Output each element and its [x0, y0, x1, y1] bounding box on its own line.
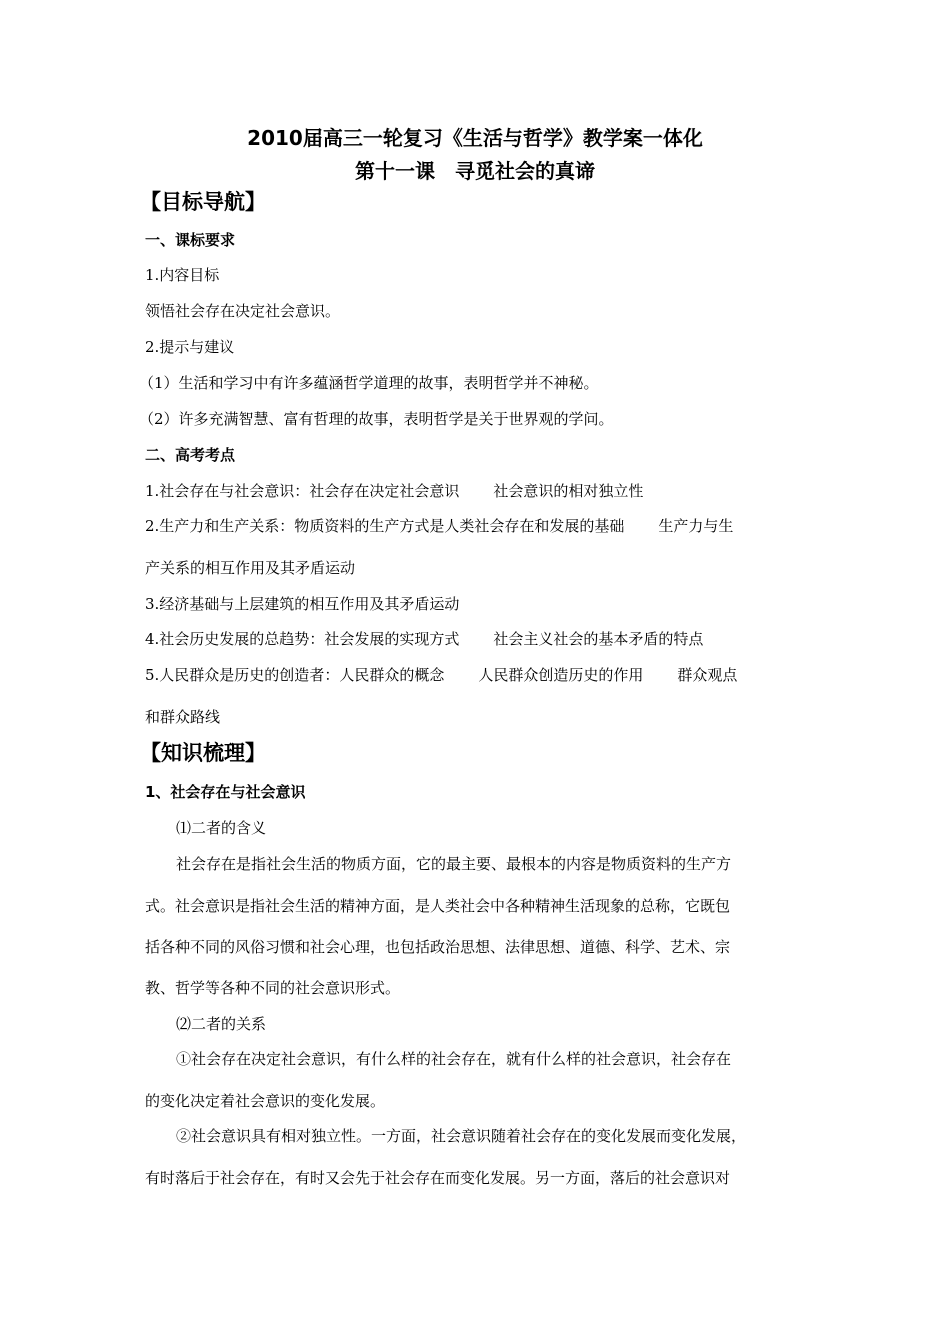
exam-point-2-continued: 产关系的相互作用及其矛盾运动: [145, 559, 356, 577]
exam-point-1-main: 1.社会存在与社会意识：社会存在决定社会意识: [145, 482, 460, 500]
exam-point-1-extra: 社会意识的相对独立性: [493, 482, 644, 500]
meaning-line-1: 社会存在是指社会生活的物质方面，它的最主要、最根本的内容是物质资料的生产方: [176, 855, 732, 873]
meaning-line-2: 式。社会意识是指社会生活的精神方面，是人类社会中各种精神生活现象的总称，它既包: [145, 897, 731, 915]
suggestion-item-2: （2）许多充满智慧、富有哲理的故事，表明哲学是关于世界观的学问。: [139, 410, 614, 428]
exam-point-5-main: 5.人民群众是历史的创造者：人民群众的概念: [145, 666, 445, 684]
curriculum-heading: 一、课标要求: [145, 231, 236, 249]
content-goal-label: 1.内容目标: [145, 266, 220, 284]
knowledge-sub-1: 1、社会存在与社会意识: [145, 783, 306, 801]
relation-line-3: ②社会意识具有相对独立性。一方面，社会意识随着社会存在的变化发展而变化发展，: [176, 1127, 747, 1145]
exam-point-2-main: 2.生产力和生产关系：物质资料的生产方式是人类社会存在和发展的基础: [145, 517, 625, 535]
relation-line-4: 有时落后于社会存在，有时又会先于社会存在而变化发展。另一方面，落后的社会意识对: [145, 1169, 731, 1187]
relation-line-1: ①社会存在决定社会意识，有什么样的社会存在，就有什么样的社会意识，社会存在: [176, 1050, 732, 1068]
exam-point-4: [145, 628, 703, 649]
exam-point-2-extra: 生产力与生: [658, 517, 734, 535]
meaning-line-4: 教、哲学等各种不同的社会意识形式。: [145, 979, 401, 997]
exam-point-4-extra: 社会主义社会的基本矛盾的特点: [493, 630, 704, 648]
exam-point-5-extra-2: 群众观点: [677, 666, 738, 684]
meaning-line-3: 括各种不同的风俗习惯和社会心理，也包括政治思想、法律思想、道德、科学、艺术、宗: [145, 938, 731, 956]
content-goal-text: 领悟社会存在决定社会意识。: [145, 302, 341, 320]
exam-point-5-continued: 和群众路线: [145, 708, 221, 726]
relation-line-2: 的变化决定着社会意识的变化发展。: [145, 1092, 386, 1110]
lesson-title: 第十一课 寻觅社会的真谛: [355, 159, 595, 183]
exam-point-3: 3.经济基础与上层建筑的相互作用及其矛盾运动: [145, 595, 460, 613]
suggestion-item-1: （1）生活和学习中有许多蕴涵哲学道理的故事，表明哲学并不神秘。: [139, 374, 599, 392]
relation-label: ⑵二者的关系: [176, 1015, 267, 1033]
exam-point-2: [145, 515, 733, 536]
knowledge-heading: 【知识梳理】: [140, 741, 266, 765]
exam-point-1: [145, 480, 643, 501]
suggestion-label: 2.提示与建议: [145, 338, 235, 356]
goal-heading: 【目标导航】: [140, 190, 266, 214]
exam-points-heading: 二、高考考点: [145, 446, 236, 464]
exam-point-5-extra: 人民群众创造历史的作用: [478, 666, 644, 684]
document-title: 2010届高三一轮复习《生活与哲学》教学案一体化: [247, 126, 703, 150]
exam-point-5: [145, 664, 737, 685]
exam-point-4-main: 4.社会历史发展的总趋势：社会发展的实现方式: [145, 630, 460, 648]
meaning-label: ⑴二者的含义: [176, 819, 267, 837]
